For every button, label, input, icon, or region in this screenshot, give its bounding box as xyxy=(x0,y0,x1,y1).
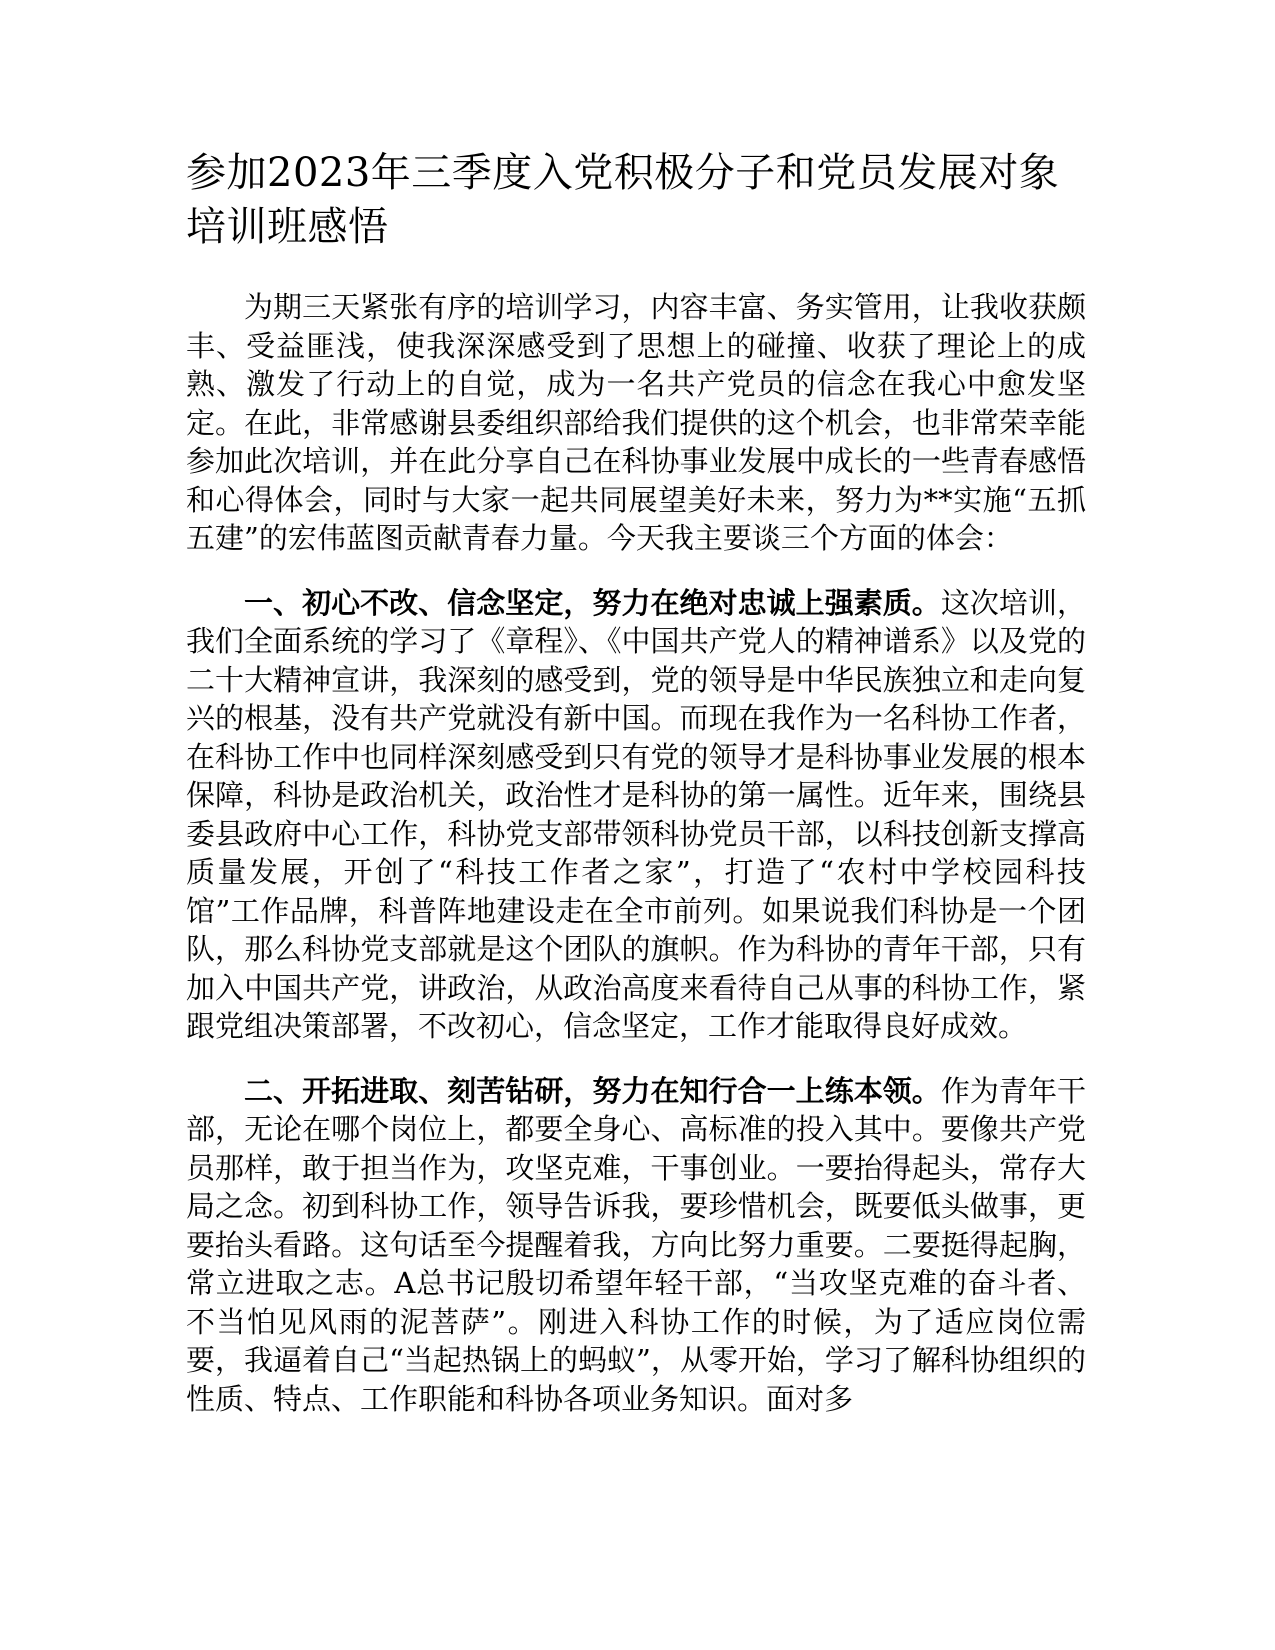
document-title: 参加2023年三季度入党积极分子和党员发展对象培训班感悟 xyxy=(186,150,1060,250)
section-2-text: 作为青年干部，无论在哪个岗位上，都要全身心、高标准的投入其中。要像共产党员那样，敢于担当作为，攻坚克难，干事创业。一要抬得起头，常存大局之念。初到科协工作，领导告诉我，要珍惜机会，既要低头做事，更要抬头看路。这句话至今提醒着我，方向比努力重要。二要挺得起胸，常立进取之志。A总书记殷切希望年轻干部，“当攻坚克难的奋斗者、不当怕见风雨的泥菩萨”。刚进入科协工作的时候，为了适应岗位需要，我逼着自己“当起热锅上的蚂蚁”，从零开始，学习了解科协组织的性质、特点、工作职能和科协各项业务知识。面对多 xyxy=(186,1073,1086,1416)
document-page xyxy=(186,146,1086,1444)
section-1-text: 这次培训，我们全面系统的学习了《章程》、《中国共产党人的精神谱系》以及党的二十大精神宣讲，我深刻的感受到，党的领导是中华民族独立和走向复兴的根基，没有共产党就没有新中国。而现在我作为一名科协工作者，在科协工作中也同样深刻感受到只有党的领导才是科协事业发展的根本保障，科协是政治机关，政治性才是科协的第一属性。近年来，围绕县委县政府中心工作，科协党支部带领科协党员干部，以科技创新支撑高质量发展，开创了“科技工作者之家”，打造了“农村中学校园科技馆”工作品牌，科普阵地建设走在全市前列。如果说我们科协是一个团队，那么科协党支部就是这个团队的旗帜。作为科协的青年干部，只有加入中国共产党，讲政治，从政治高度来看待自己从事的科协工作，紧跟党组决策部署，不改初心，信念坚定，工作才能取得良好成效。 xyxy=(186,585,1086,1043)
section-1-heading: 一、初心不改、信念坚定，努力在绝对忠诚上强素质。 xyxy=(244,585,941,620)
section-2-heading: 二、开拓进取、刻苦钻研，努力在知行合一上练本领。 xyxy=(244,1073,941,1108)
paragraph-intro xyxy=(186,288,1086,558)
paragraph-text: 为期三天紧张有序的培训学习，内容丰富、务实管用，让我收获颇丰、受益匪浅，使我深深感受到了思想上的碰撞、收获了理论上的成熟、激发了行动上的自觉，成为一名共产党员的信念在我心中愈发坚定。在此，非常感谢县委组织部给我们提供的这个机会，也非常荣幸能参加此次培训，并在此分享自己在科协事业发展中成长的一些青春感悟和心得体会，同时与大家一起共同展望美好未来，努力为**实施“五抓五建”的宏伟蓝图贡献青春力量。今天我主要谈三个方面的体会： xyxy=(186,290,1086,555)
paragraph-section-1 xyxy=(186,584,1086,1046)
paragraph-section-2 xyxy=(186,1072,1086,1419)
